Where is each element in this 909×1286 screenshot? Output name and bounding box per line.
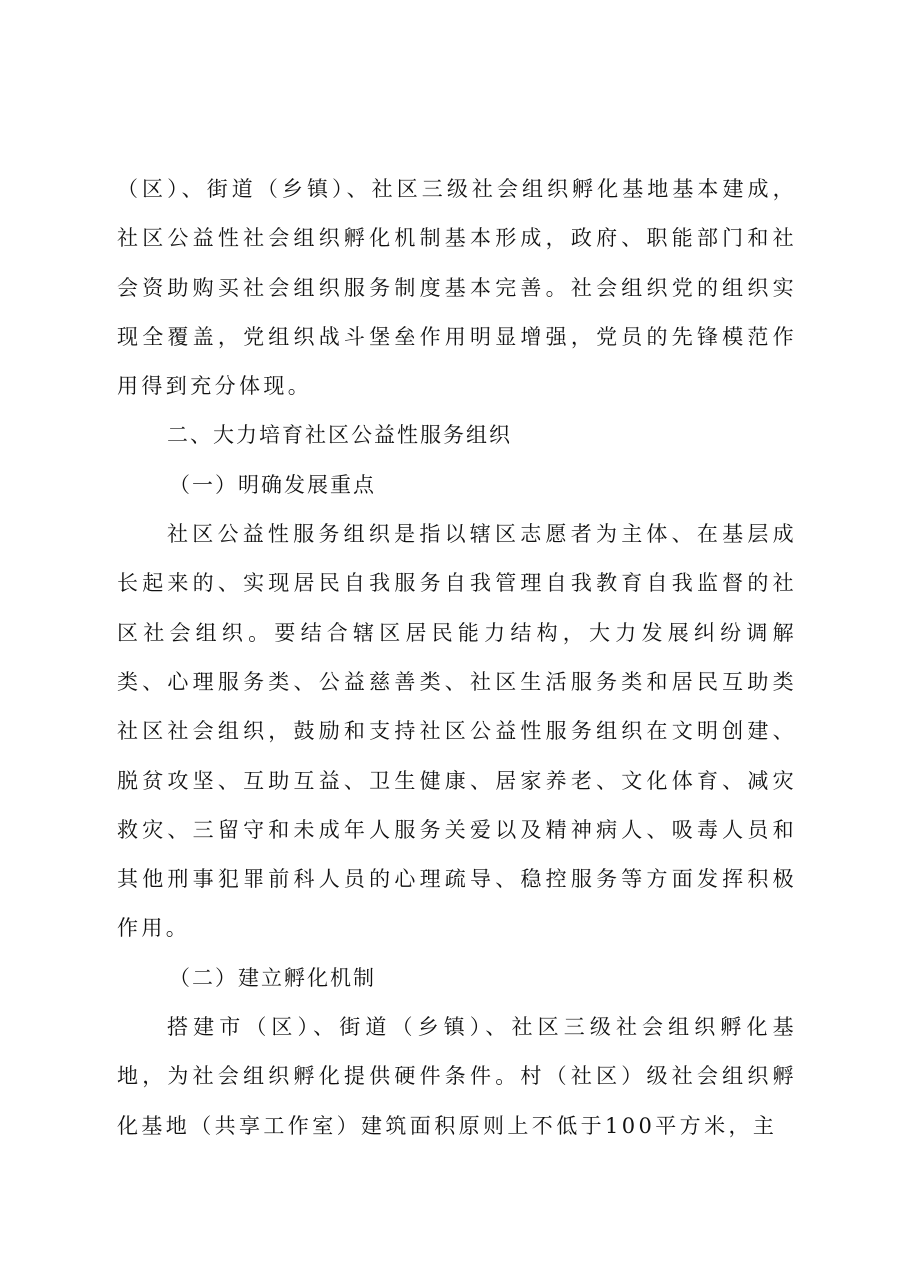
subsection-heading: （一）明确发展重点 <box>169 472 376 497</box>
paragraph-continued: （区）、街道（乡镇）、社区三级社会组织孵化基地基本建成，社区公益性社会组织孵化机制基本形成，政府、职能部门和社会资助购买社会组织服务制度基本完善。社会组织党的组织实现全覆盖，党组织战斗堡垒作用明显增强，党员的先锋模范作用得到充分体现。 <box>117 177 797 399</box>
body-paragraph: 搭建市（区）、街道（乡镇）、社区三级社会组织孵化基地，为社会组织孵化提供硬件条件。村（社区）级社会组织孵化基地（共享工作室）建筑面积原则上不低于100平方米，主 <box>117 1015 797 1138</box>
section-heading: 二、大力培育社区公益性服务组织 <box>167 423 512 448</box>
subsection-heading: （二）建立孵化机制 <box>169 965 376 990</box>
body-paragraph: 社区公益性服务组织是指以辖区志愿者为主体、在基层成长起来的、实现居民自我服务自我管理自我教育自我监督的社区社会组织。要结合辖区居民能力结构，大力发展纠纷调解类、心理服务类、公益慈善类、社区生活服务类和居民互助类社区社会组织，鼓励和支持社区公益性服务组织在文明创建、脱贫攻坚、互助互益、卫生健康、居家养老、文化体育、减灾救灾、三留守和未成年人服务关爱以及精神病人、吸毒人员和其他刑事犯罪前科人员的心理疏导、稳控服务等方面发挥积极作用。 <box>117 522 797 941</box>
document-body <box>117 165 797 1151</box>
